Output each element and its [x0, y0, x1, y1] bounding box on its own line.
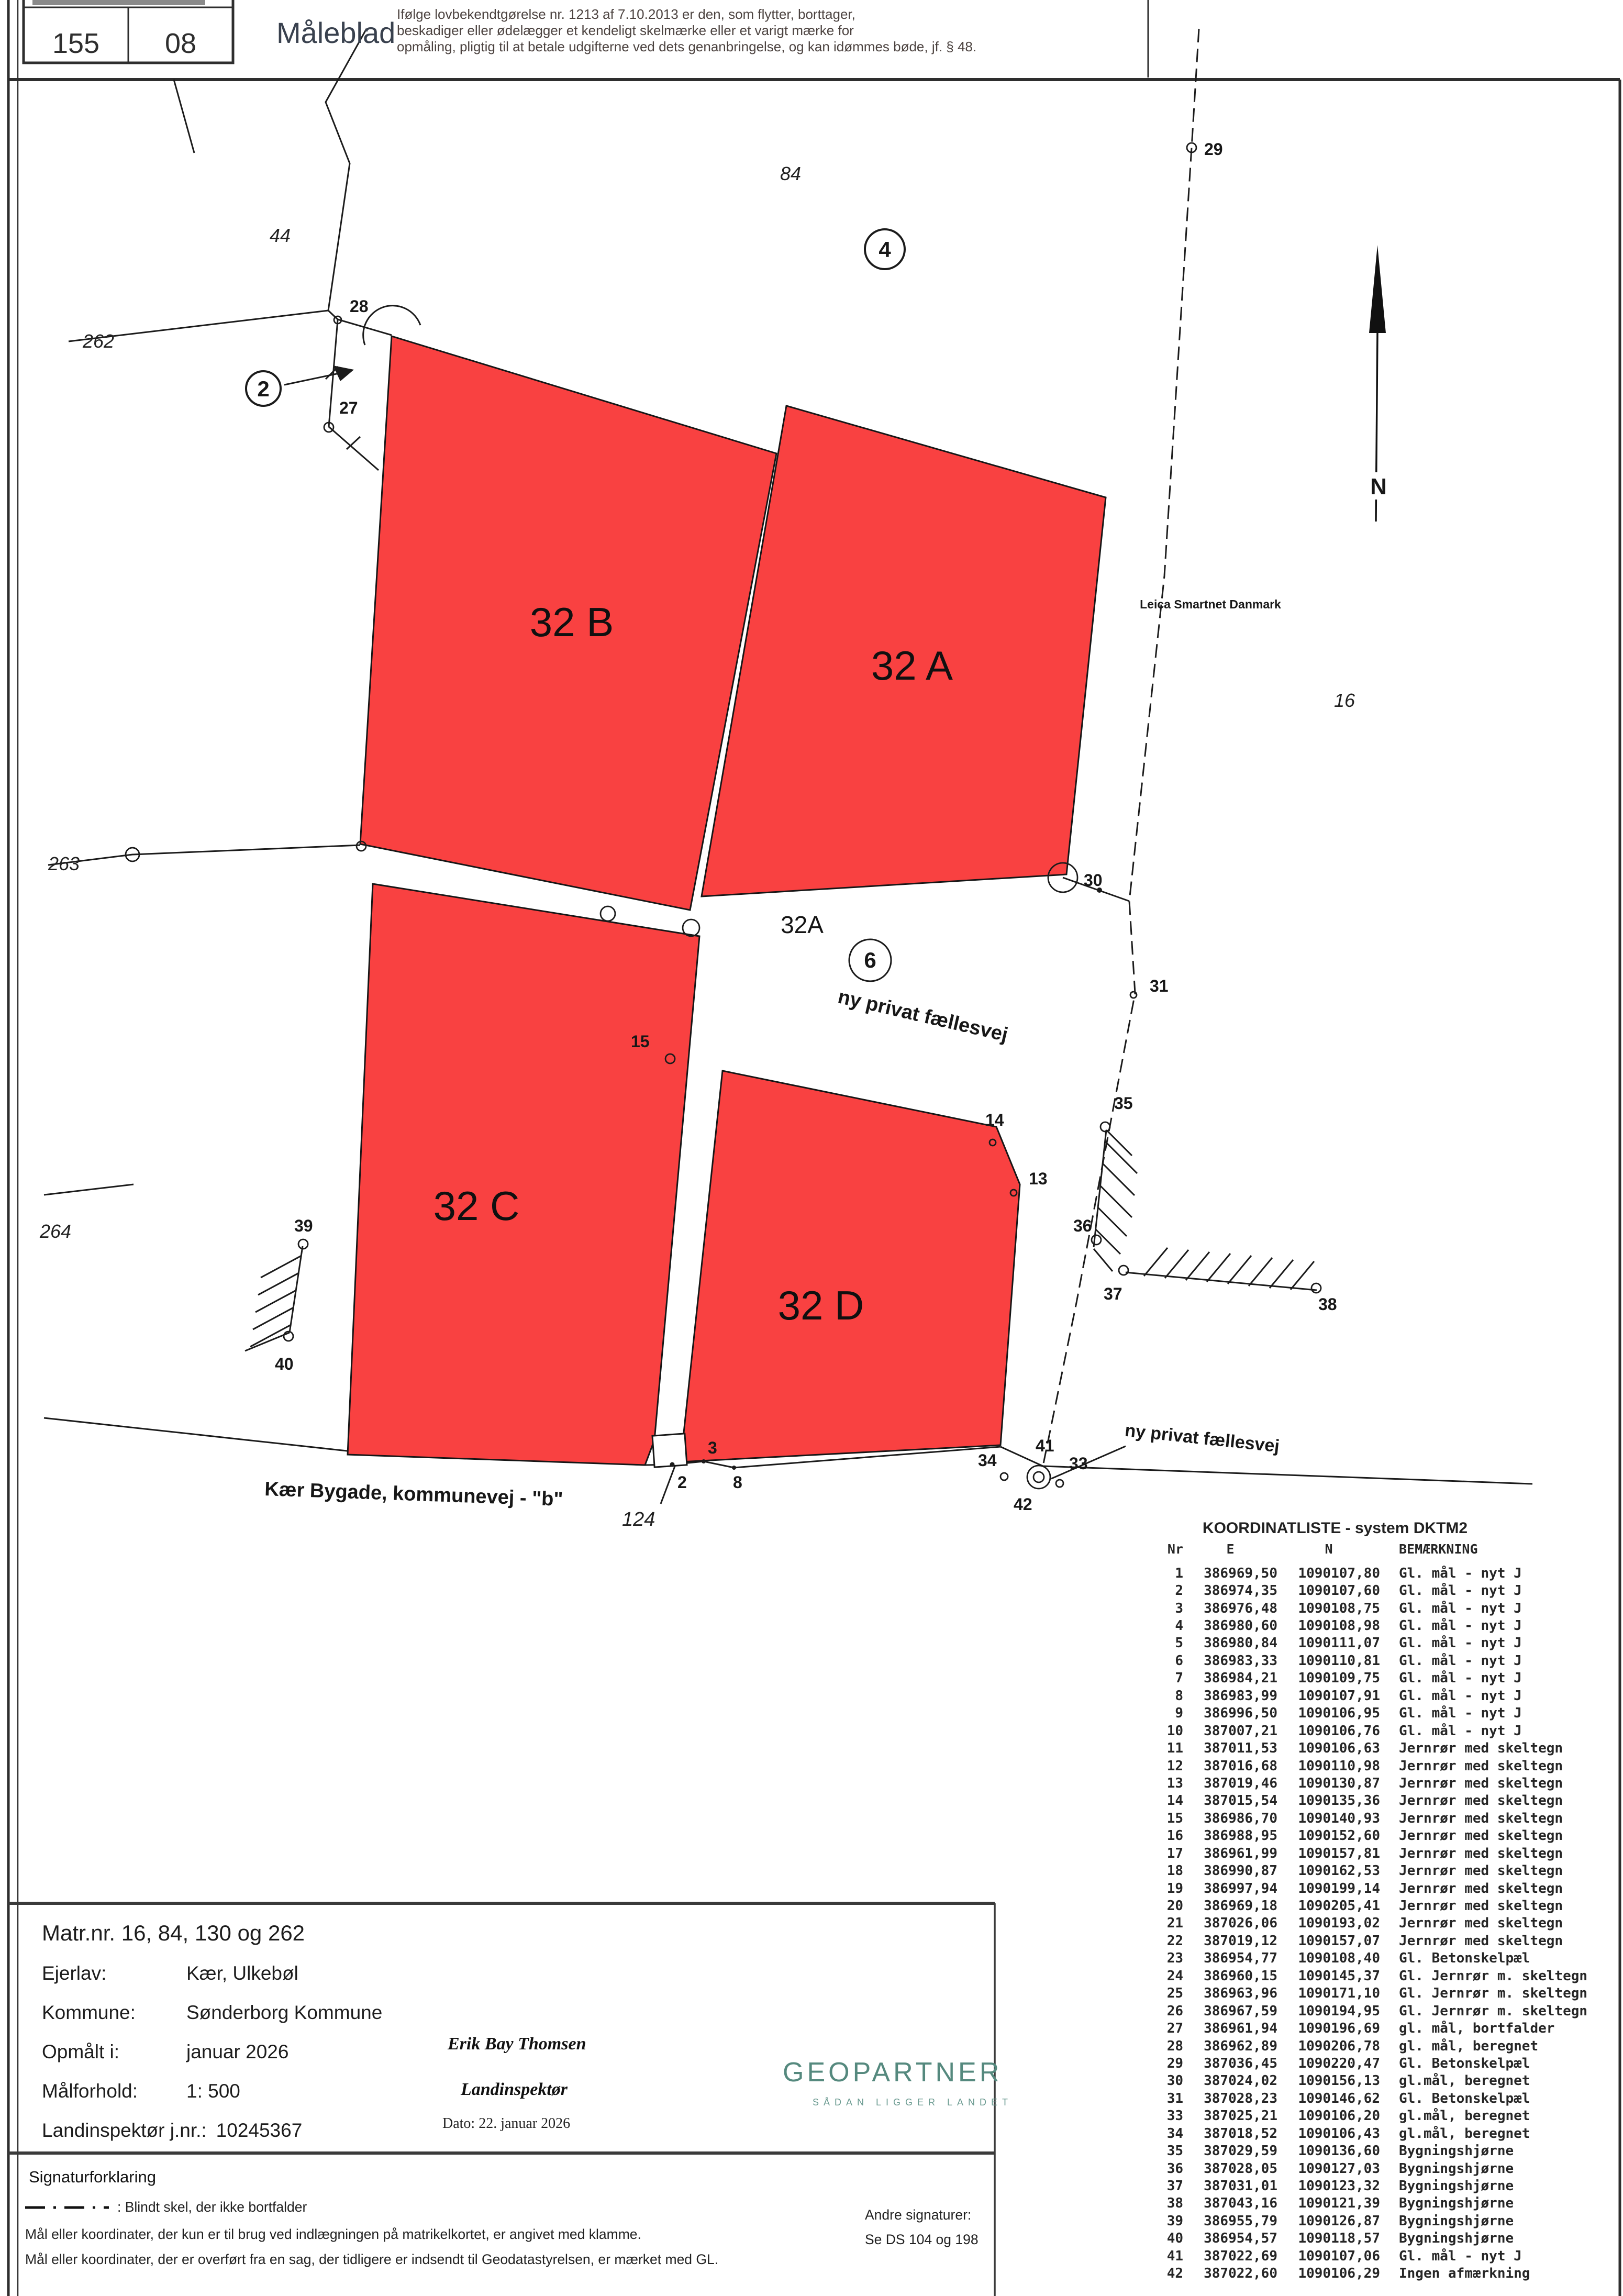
coordinate-row: [1152, 2037, 1621, 2055]
context-263: 263: [48, 853, 80, 874]
coordinate-remark: Jernrør med skeltegn: [1399, 1915, 1563, 1932]
coordinate-e: 386961,94: [1204, 2021, 1277, 2037]
coordinate-row: [1152, 2212, 1621, 2230]
coordinate-remark: gl.mål, beregnet: [1399, 2108, 1530, 2124]
coordinate-e: 386967,59: [1204, 2003, 1277, 2019]
coordinate-nr: 41: [1166, 2248, 1183, 2264]
coordinate-nr: 12: [1166, 1758, 1183, 1774]
point-label-35: 35: [1114, 1094, 1133, 1113]
point-label-29: 29: [1204, 140, 1223, 159]
surveyor-signature: Erik Bay Thomsen: [448, 2034, 586, 2054]
point-label-2: 2: [677, 1473, 687, 1492]
context-262: 262: [83, 330, 115, 352]
info-label: Landinspektør j.nr.:: [42, 2120, 207, 2141]
coordinate-nr: 30: [1166, 2073, 1183, 2089]
coordinate-nr: 22: [1166, 1933, 1183, 1949]
coordinate-nr: 39: [1166, 2213, 1183, 2229]
coordinate-row: [1152, 1722, 1621, 1739]
point-label-3: 3: [708, 1438, 717, 1457]
coordinate-remark: Jernrør med skeltegn: [1399, 1845, 1563, 1861]
road-notch-124: [652, 1434, 687, 1467]
coordinate-e: 387028,05: [1204, 2160, 1277, 2177]
coordinate-row: [1152, 1582, 1621, 1599]
point-label-13: 13: [1029, 1169, 1048, 1188]
coordinate-remark: Bygningshjørne: [1399, 2143, 1514, 2159]
coordinate-nr: 15: [1166, 1810, 1183, 1826]
coordinate-row: [1152, 1845, 1621, 1862]
coordinate-e: 386954,57: [1204, 2231, 1277, 2247]
col-header-bemaerkning: BEMÆRKNING: [1399, 1541, 1478, 1557]
coordinate-e: 386954,77: [1204, 1950, 1277, 1967]
coordinate-nr: 23: [1166, 1950, 1183, 1967]
coordinate-nr: 20: [1166, 1898, 1183, 1914]
coordinate-remark: Gl. Jernrør m. skeltegn: [1399, 2003, 1588, 2019]
coordinate-nr: 24: [1166, 1968, 1183, 1984]
coordinate-n: 1090162,53: [1298, 1863, 1380, 1879]
coordinate-nr: 42: [1166, 2266, 1183, 2282]
coordinate-e: 386996,50: [1204, 1705, 1277, 1722]
coordinate-remark: Gl. mål - nyt J: [1399, 1635, 1522, 1651]
matr-number: Matr.nr. 16, 84, 130 og 262: [42, 1921, 305, 1945]
info-label: Målforhold:: [42, 2080, 138, 2102]
coordinate-nr: 10: [1166, 1723, 1183, 1739]
coordinate-n: 1090108,40: [1298, 1950, 1380, 1967]
context-84: 84: [780, 163, 802, 184]
info-value: Sønderborg Kommune: [186, 2002, 383, 2023]
coordinate-e: 386984,21: [1204, 1670, 1277, 1687]
coordinate-e: 386976,48: [1204, 1600, 1277, 1616]
coordinate-n: 1090108,98: [1298, 1618, 1380, 1634]
coordinate-remark: Gl. mål - nyt J: [1399, 1705, 1522, 1722]
building-hatch-39-40: [245, 1246, 303, 1351]
coordinate-remark: Bygningshjørne: [1399, 2195, 1514, 2212]
point-label-27: 27: [339, 398, 358, 417]
coordinate-row: [1152, 2230, 1621, 2247]
coordinate-row: [1152, 2247, 1621, 2265]
coordinate-remark: Jernrør med skeltegn: [1399, 1898, 1563, 1914]
coordinate-remark: Gl. mål - nyt J: [1399, 1670, 1522, 1687]
coordinate-remark: Bygningshjørne: [1399, 2231, 1514, 2247]
parcel-label-32a: 32 A: [871, 642, 953, 689]
road-label-ny-privat-1: ny privat fællesvej: [836, 985, 1010, 1047]
coordinate-list-title: KOORDINATLISTE - system DKTM2: [1202, 1519, 1468, 1537]
coordinate-nr: 36: [1166, 2160, 1183, 2177]
coordinate-nr: 27: [1166, 2021, 1183, 2037]
clipped-header-text: [32, 0, 205, 5]
page-title: Måleblad: [276, 16, 396, 49]
legend-other-signatures: Andre signaturer:: [865, 2207, 972, 2223]
parcel-label-32c: 32 C: [433, 1183, 520, 1229]
coordinate-nr: 1: [1175, 1565, 1183, 1581]
coordinate-row: [1152, 1774, 1621, 1792]
coordinate-row: [1152, 2265, 1621, 2282]
coordinate-e: 387015,54: [1204, 1793, 1277, 1809]
coordinate-e: 386962,89: [1204, 2038, 1277, 2054]
coordinate-e: 387019,12: [1204, 1933, 1277, 1949]
coordinate-nr: 34: [1166, 2125, 1183, 2142]
coordinate-nr: 18: [1166, 1863, 1183, 1879]
point-label-40: 40: [275, 1355, 294, 1373]
coordinate-remark: gl.mål, beregnet: [1399, 2073, 1530, 2089]
coordinate-e: 387029,59: [1204, 2143, 1277, 2159]
parcel-label-32d: 32 D: [777, 1282, 864, 1328]
parcel-32c: [348, 884, 699, 1465]
coordinate-row: [1152, 1967, 1621, 1984]
parcel-label-32b: 32 B: [529, 599, 614, 645]
coordinate-row: [1152, 2002, 1621, 2020]
coordinate-row: [1152, 2020, 1621, 2037]
coordinate-remark: Jernrør med skeltegn: [1399, 1740, 1563, 1757]
coordinate-n: 1090193,02: [1298, 1915, 1380, 1932]
coordinate-n: 1090107,91: [1298, 1688, 1380, 1704]
legend-blind-skel: : Blindt skel, der ikke bortfalder: [117, 2199, 307, 2215]
coordinate-row: [1152, 1705, 1621, 1722]
coordinate-nr: 14: [1166, 1793, 1183, 1809]
coordinate-e: 387031,01: [1204, 2178, 1277, 2194]
coordinate-nr: 2: [1175, 1583, 1183, 1599]
district-number: 155: [52, 28, 100, 59]
coordinate-nr: 11: [1166, 1740, 1183, 1757]
coordinate-n: 1090107,80: [1298, 1565, 1380, 1581]
ref-4-label: 4: [879, 237, 891, 262]
ref-6-label: 6: [864, 948, 876, 972]
info-label: Opmålt i:: [42, 2041, 120, 2062]
sheet-number: 08: [164, 28, 197, 59]
coordinate-row: [1152, 2072, 1621, 2090]
info-row: [42, 1962, 382, 2002]
geopartner-logo: GEOPARTNER: [783, 2057, 1003, 2088]
coordinate-n: 1090156,13: [1298, 2073, 1380, 2089]
parcel-label-32a-road: 32A: [781, 911, 824, 938]
col-header-n: N: [1325, 1541, 1333, 1557]
coordinate-remark: Bygningshjørne: [1399, 2213, 1514, 2229]
coordinate-nr: 19: [1166, 1880, 1183, 1896]
info-value: 1: 500: [186, 2080, 240, 2102]
coordinate-remark: Gl. Jernrør m. skeltegn: [1399, 1986, 1588, 2002]
coordinate-list-rows: [1152, 1565, 1621, 2282]
legal-text: [397, 6, 1146, 55]
coordinate-e: 387011,53: [1204, 1740, 1277, 1757]
coordinate-e: 387024,02: [1204, 2073, 1277, 2089]
coordinate-remark: gl. mål, bortfalder: [1399, 2021, 1555, 2037]
surveyor-title: Landinspektør: [461, 2080, 568, 2099]
legal-line-2: beskadiger eller ødelægger et kendeligt skelmærke eller et varigt mærke for: [397, 23, 854, 38]
legend-other-signatures-ref: Se DS 104 og 198: [865, 2232, 979, 2247]
coordinate-remark: Gl. mål - nyt J: [1399, 1688, 1522, 1704]
coordinate-e: 386997,94: [1204, 1880, 1277, 1896]
coordinate-nr: 38: [1166, 2195, 1183, 2212]
col-header-e: E: [1226, 1541, 1235, 1557]
coordinate-nr: 17: [1166, 1845, 1183, 1861]
coordinate-row: [1152, 2125, 1621, 2142]
coordinate-n: 1090110,81: [1298, 1652, 1380, 1669]
legal-line-1: Ifølge lovbekendtgørelse nr. 1213 af 7.10.2013 er den, som flytter, borttager,: [397, 6, 855, 22]
coordinate-nr: 4: [1175, 1618, 1183, 1634]
coordinate-n: 1090127,03: [1298, 2160, 1380, 2177]
coordinate-n: 1090106,20: [1298, 2108, 1380, 2124]
parcel-32d: [681, 1071, 1020, 1462]
coordinate-n: 1090135,36: [1298, 1793, 1380, 1809]
coordinate-row: [1152, 1687, 1621, 1704]
coordinate-e: 386960,15: [1204, 1968, 1277, 1984]
info-label: Ejerlav:: [42, 1962, 107, 1984]
coordinate-nr: 25: [1166, 1986, 1183, 2002]
coordinate-row: [1152, 2177, 1621, 2194]
coordinate-row: [1152, 1950, 1621, 1967]
coordinate-e: 386974,35: [1204, 1583, 1277, 1599]
coordinate-e: 387028,23: [1204, 2090, 1277, 2106]
coordinate-remark: Jernrør med skeltegn: [1399, 1775, 1563, 1791]
leica-credit-label: Leica Smartnet Danmark: [1140, 597, 1281, 611]
coordinate-nr: 7: [1175, 1670, 1183, 1687]
coordinate-e: 386969,18: [1204, 1898, 1277, 1914]
coordinate-nr: 37: [1166, 2178, 1183, 2194]
coordinate-row: [1152, 1985, 1621, 2002]
coordinate-remark: gl. mål, beregnet: [1399, 2038, 1539, 2054]
coordinate-nr: 13: [1166, 1775, 1183, 1791]
coordinate-n: 1090157,07: [1298, 1933, 1380, 1949]
coordinate-row: [1152, 2055, 1621, 2072]
coordinate-row: [1152, 2160, 1621, 2177]
coordinate-n: 1090106,95: [1298, 1705, 1380, 1722]
coordinate-n: 1090108,75: [1298, 1600, 1380, 1616]
coordinate-e: 386961,99: [1204, 1845, 1277, 1861]
coordinate-e: 386986,70: [1204, 1810, 1277, 1826]
geopartner-tagline: SÅDAN LIGGER LANDET: [813, 2097, 1013, 2108]
coordinate-row: [1152, 1810, 1621, 1827]
coordinate-e: 386983,33: [1204, 1652, 1277, 1669]
coordinate-row: [1152, 2090, 1621, 2107]
coordinate-e: 386969,50: [1204, 1565, 1277, 1581]
coordinate-row: [1152, 1757, 1621, 1774]
coordinate-n: 1090106,29: [1298, 2266, 1380, 2282]
coordinate-nr: 26: [1166, 2003, 1183, 2019]
coordinate-n: 1090205,41: [1298, 1898, 1380, 1914]
coordinate-n: 1090146,62: [1298, 2090, 1380, 2106]
coordinate-e: 387016,68: [1204, 1758, 1277, 1774]
coordinate-n: 1090206,78: [1298, 2038, 1380, 2054]
coordinate-e: 386988,95: [1204, 1828, 1277, 1844]
coordinate-row: [1152, 1932, 1621, 1949]
coordinate-n: 1090109,75: [1298, 1670, 1380, 1687]
coordinate-nr: 6: [1175, 1652, 1183, 1669]
context-44: 44: [270, 225, 291, 246]
coordinate-nr: 29: [1166, 2055, 1183, 2071]
coordinate-remark: Jernrør med skeltegn: [1399, 1863, 1563, 1879]
coordinate-n: 1090171,10: [1298, 1986, 1380, 2002]
point-label-31: 31: [1150, 977, 1169, 995]
point-label-28: 28: [350, 297, 369, 316]
coordinate-n: 1090220,47: [1298, 2055, 1380, 2071]
coordinate-nr: 33: [1166, 2108, 1183, 2124]
coordinate-e: 387022,69: [1204, 2248, 1277, 2264]
coordinate-n: 1090106,76: [1298, 1723, 1380, 1739]
coordinate-remark: Gl. mål - nyt J: [1399, 2248, 1522, 2264]
context-264: 264: [40, 1221, 72, 1242]
legend-heading: Signaturforklaring: [29, 2168, 156, 2186]
point-label-8: 8: [733, 1473, 742, 1492]
coordinate-row: [1152, 2142, 1621, 2159]
north-label: N: [1370, 474, 1387, 500]
coordinate-row: [1152, 1827, 1621, 1845]
coordinate-row: [1152, 1739, 1621, 1757]
coordinate-remark: Jernrør med skeltegn: [1399, 1793, 1563, 1809]
coordinate-e: 386983,99: [1204, 1688, 1277, 1704]
point-label-15: 15: [631, 1032, 650, 1051]
coordinate-nr: 8: [1175, 1688, 1183, 1704]
info-row: [42, 2120, 382, 2159]
coordinate-e: 387007,21: [1204, 1723, 1277, 1739]
coordinate-remark: Jernrør med skeltegn: [1399, 1828, 1563, 1844]
info-label: Kommune:: [42, 2002, 136, 2023]
info-value: januar 2026: [186, 2041, 289, 2062]
coordinate-e: 386963,96: [1204, 1986, 1277, 2002]
coordinate-row: [1152, 1635, 1621, 1652]
coordinate-remark: gl.mål, beregnet: [1399, 2125, 1530, 2142]
coordinate-e: 386955,79: [1204, 2213, 1277, 2229]
coordinate-n: 1090136,60: [1298, 2143, 1380, 2159]
point-label-41: 41: [1036, 1436, 1054, 1455]
north-arrow: [1366, 245, 1391, 522]
coordinate-n: 1090111,07: [1298, 1635, 1380, 1651]
coordinate-list-header: [1152, 1540, 1613, 1558]
coordinate-n: 1090140,93: [1298, 1810, 1380, 1826]
info-row: [42, 2080, 382, 2120]
coordinate-e: 386980,84: [1204, 1635, 1277, 1651]
legend-line-2: Mål eller koordinater, der er overført fra en sag, der tidligere er indsendt til Geodatastyrelsen, er mærket med GL.: [25, 2251, 719, 2267]
coordinate-remark: Bygningshjørne: [1399, 2160, 1514, 2177]
coordinate-e: 387022,60: [1204, 2266, 1277, 2282]
legend-line-1: Mål eller koordinater, der kun er til brug ved indlægningen på matrikelkortet, er angivet med klamme.: [25, 2226, 641, 2242]
coordinate-remark: Gl. mål - nyt J: [1399, 1583, 1522, 1599]
coordinate-e: 387018,52: [1204, 2125, 1277, 2142]
coordinate-remark: Ingen afmærkning: [1399, 2266, 1530, 2282]
point-label-34: 34: [978, 1451, 997, 1470]
coordinate-n: 1090107,60: [1298, 1583, 1380, 1599]
coordinate-remark: Jernrør med skeltegn: [1399, 1758, 1563, 1774]
coordinate-nr: 3: [1175, 1600, 1183, 1616]
coordinate-e: 386980,60: [1204, 1618, 1277, 1634]
coordinate-nr: 31: [1166, 2090, 1183, 2106]
coordinate-n: 1090157,81: [1298, 1845, 1380, 1861]
building-hatch-35-36: [1094, 1130, 1137, 1271]
context-16: 16: [1334, 690, 1355, 711]
coordinate-row: [1152, 1897, 1621, 1914]
coordinate-e: 387043,16: [1204, 2195, 1277, 2212]
info-value: Kær, Ulkebøl: [186, 1962, 298, 1984]
coordinate-nr: 40: [1166, 2231, 1183, 2247]
coordinate-remark: Gl. Betonskelpæl: [1399, 2055, 1530, 2071]
coordinate-n: 1090106,63: [1298, 1740, 1380, 1757]
coordinate-n: 1090121,39: [1298, 2195, 1380, 2212]
coordinate-n: 1090130,87: [1298, 1775, 1380, 1791]
coordinate-remark: Jernrør med skeltegn: [1399, 1880, 1563, 1896]
coordinate-remark: Bygningshjørne: [1399, 2178, 1514, 2194]
road-label-ny-privat-2: ny privat fællesvej: [1124, 1420, 1281, 1457]
coordinate-row: [1152, 1862, 1621, 1879]
coordinate-e: 387025,21: [1204, 2108, 1277, 2124]
coordinate-row: [1152, 1792, 1621, 1810]
coordinate-n: 1090126,87: [1298, 2213, 1380, 2229]
info-value: 10245367: [216, 2120, 303, 2141]
coordinate-row: [1152, 2195, 1621, 2212]
coordinate-n: 1090106,43: [1298, 2125, 1380, 2142]
coordinate-nr: 35: [1166, 2143, 1183, 2159]
info-row: [42, 2002, 382, 2041]
point-label-37: 37: [1104, 1284, 1122, 1303]
coordinate-remark: Gl. mål - nyt J: [1399, 1565, 1522, 1581]
coordinate-row: [1152, 1652, 1621, 1669]
coordinate-remark: Gl. Betonskelpæl: [1399, 1950, 1530, 1967]
survey-date: Dato: 22. januar 2026: [442, 2115, 571, 2132]
coordinate-e: 387019,46: [1204, 1775, 1277, 1791]
point-label-36: 36: [1073, 1216, 1092, 1235]
coordinate-row: [1152, 2108, 1621, 2125]
coordinate-remark: Gl. Betonskelpæl: [1399, 2090, 1530, 2106]
coordinate-n: 1090123,32: [1298, 2178, 1380, 2194]
road-label-kaer-bygade: Kær Bygade, kommunevej - "b": [264, 1478, 564, 1511]
legal-line-3: opmåling, pligtig til at betale udgifterne ved dets genanbringelse, og kan idømmes bøde, jf. § 48.: [397, 39, 977, 54]
point-label-39: 39: [294, 1216, 313, 1235]
point-label-33: 33: [1069, 1454, 1088, 1473]
coordinate-nr: 5: [1175, 1635, 1183, 1651]
col-header-nr: Nr: [1167, 1541, 1183, 1557]
point-label-42: 42: [1014, 1495, 1032, 1514]
coordinate-row: [1152, 1880, 1621, 1897]
info-row: [42, 2041, 382, 2080]
coordinate-remark: Jernrør med skeltegn: [1399, 1933, 1563, 1949]
coordinate-e: 387026,06: [1204, 1915, 1277, 1932]
coordinate-n: 1090145,37: [1298, 1968, 1380, 1984]
point-label-30: 30: [1084, 871, 1103, 890]
coordinate-n: 1090118,57: [1298, 2231, 1380, 2247]
coordinate-nr: 28: [1166, 2038, 1183, 2054]
coordinate-remark: Jernrør med skeltegn: [1399, 1810, 1563, 1826]
coordinate-row: [1152, 1565, 1621, 1582]
coordinate-remark: Gl. mål - nyt J: [1399, 1618, 1522, 1634]
coordinate-n: 1090110,98: [1298, 1758, 1380, 1774]
info-rows: [42, 1962, 382, 2159]
coordinate-e: 387036,45: [1204, 2055, 1277, 2071]
coordinate-n: 1090199,14: [1298, 1880, 1380, 1896]
coordinate-row: [1152, 1617, 1621, 1634]
coordinate-nr: 16: [1166, 1828, 1183, 1844]
coordinate-remark: Gl. mål - nyt J: [1399, 1723, 1522, 1739]
coordinate-row: [1152, 1915, 1621, 1932]
coordinate-row: [1152, 1670, 1621, 1687]
coordinate-row: [1152, 1600, 1621, 1617]
coordinate-n: 1090194,95: [1298, 2003, 1380, 2019]
ref-2-label: 2: [257, 376, 270, 401]
point-label-14: 14: [985, 1111, 1004, 1129]
coordinate-e: 386990,87: [1204, 1863, 1277, 1879]
coordinate-nr: 21: [1166, 1915, 1183, 1932]
coordinate-n: 1090107,06: [1298, 2248, 1380, 2264]
coordinate-remark: Gl. mål - nyt J: [1399, 1652, 1522, 1669]
coordinate-n: 1090196,69: [1298, 2021, 1380, 2037]
building-hatch-37-38: [1126, 1248, 1317, 1290]
coordinate-nr: 9: [1175, 1705, 1183, 1722]
coordinate-n: 1090152,60: [1298, 1828, 1380, 1844]
context-124: 124: [622, 1509, 655, 1530]
parcels: [348, 336, 1106, 1465]
coordinate-remark: Gl. mål - nyt J: [1399, 1600, 1522, 1616]
coordinate-remark: Gl. Jernrør m. skeltegn: [1399, 1968, 1588, 1984]
point-label-38: 38: [1318, 1295, 1337, 1314]
